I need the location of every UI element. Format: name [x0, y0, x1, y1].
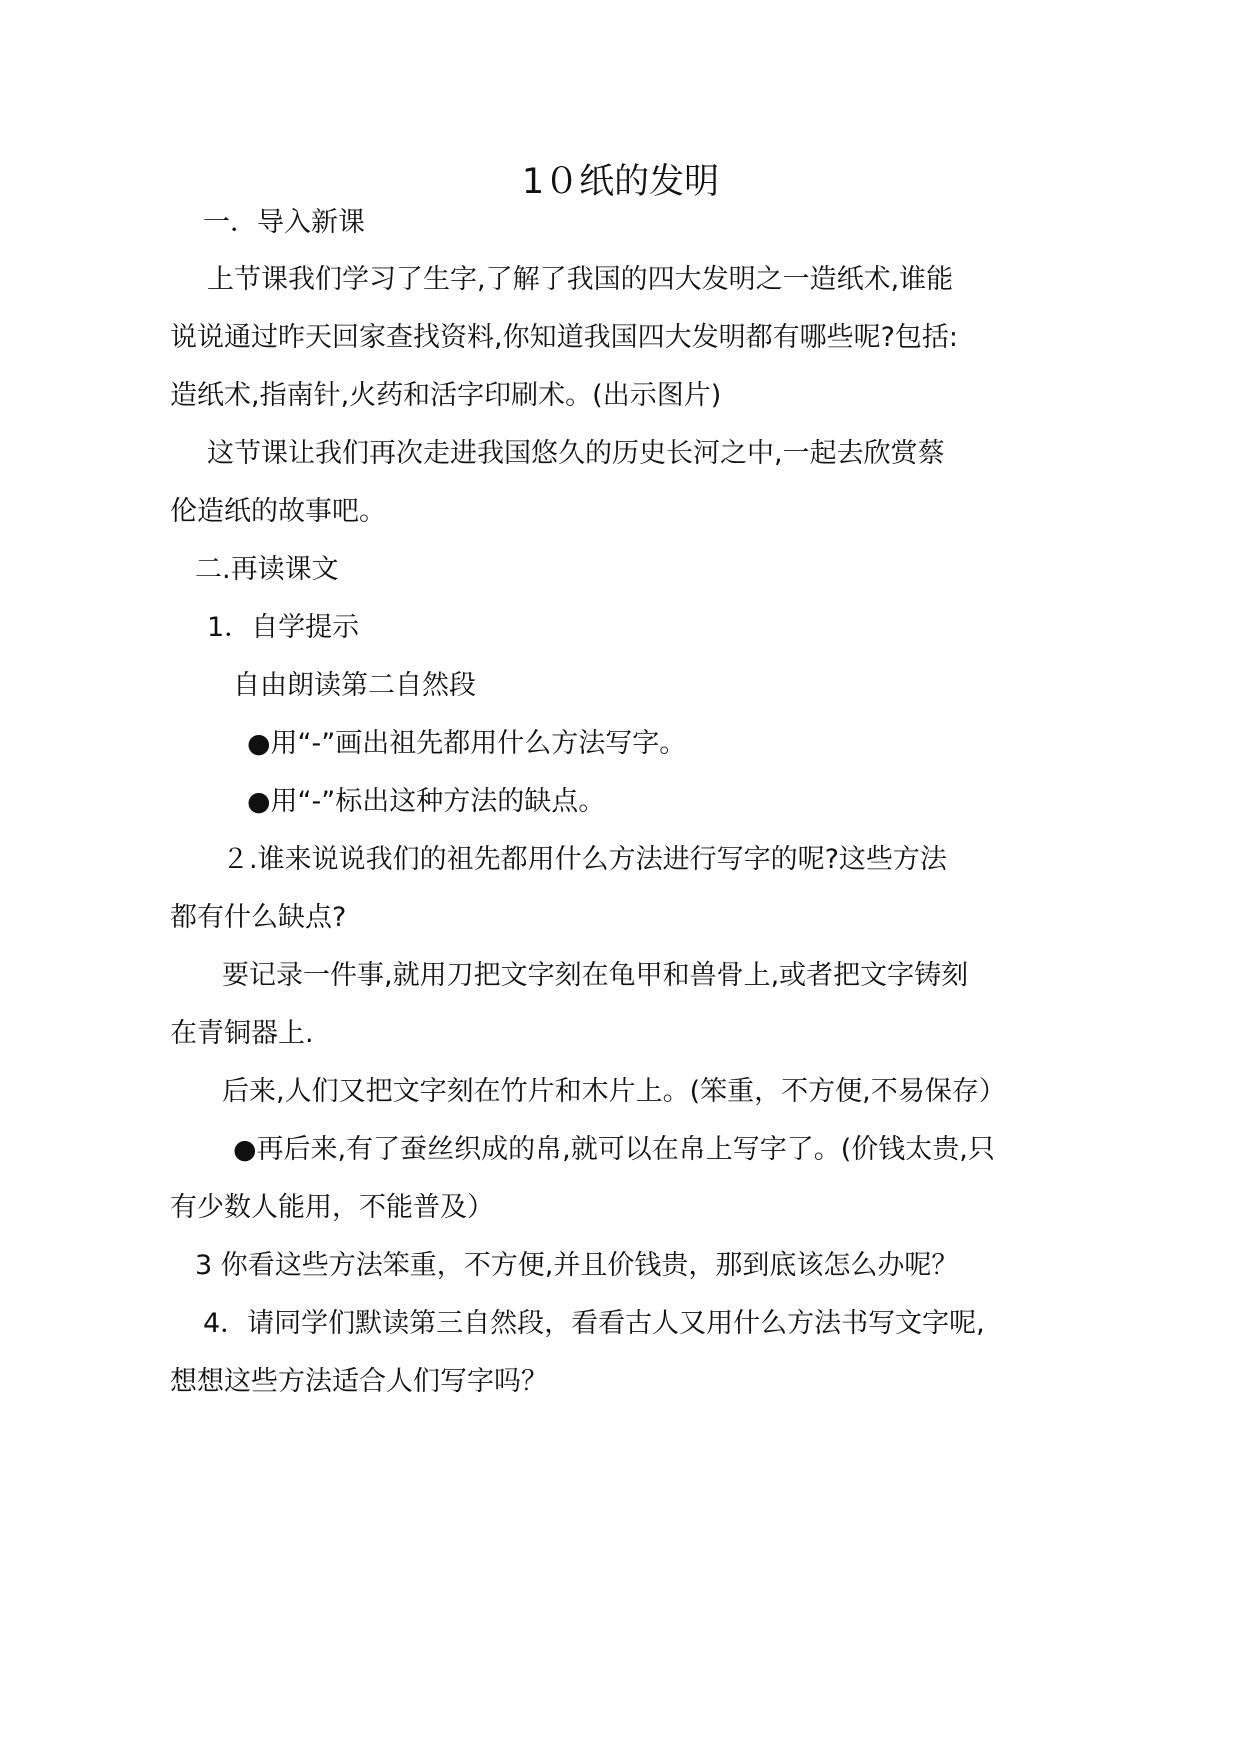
- paragraph-line: 说说通过昨天回家查找资料,你知道我国四大发明都有哪些呢?包括:: [170, 322, 959, 353]
- paragraph-line: 4．请同学们默读第三自然段，看看古人又用什么方法书写文字呢,: [203, 1308, 985, 1339]
- paragraph-line: 上节课我们学习了生字,了解了我国的四大发明之一造纸术,谁能: [207, 264, 954, 295]
- section-heading-intro: 一．导入新课: [203, 207, 365, 238]
- paragraph-line: 3 你看这些方法笨重，不方便,并且价钱贵，那到底该怎么办呢？: [195, 1250, 959, 1281]
- paragraph-line: ２.谁来说说我们的祖先都用什么方法进行写字的呢?这些方法: [222, 844, 947, 875]
- bullet-item: ●用“-”标出这种方法的缺点。: [247, 786, 606, 817]
- paragraph-line: 伦造纸的故事吧。: [170, 496, 386, 527]
- bullet-item: ●用“-”画出祖先都用什么方法写字。: [247, 728, 687, 759]
- document-title: 1０纸的发明: [521, 162, 720, 202]
- paragraph-line: 都有什么缺点?: [170, 902, 347, 933]
- paragraph-line: 在青铜器上.: [170, 1018, 314, 1049]
- paragraph-line: 要记录一件事,就用刀把文字刻在龟甲和兽骨上,或者把文字铸刻: [222, 960, 969, 991]
- paragraph-line: 造纸术,指南针,火药和活字印刷术。(出示图片): [170, 380, 722, 411]
- paragraph-line: 想想这些方法适合人们写字吗？: [170, 1366, 548, 1397]
- list-item: 1．自学提示: [207, 612, 360, 643]
- paragraph-line: 这节课让我们再次走进我国悠久的历史长河之中,一起去欣赏蔡: [207, 438, 945, 469]
- bullet-item: ●再后来,有了蚕丝织成的帛,就可以在帛上写字了。(价钱太贵,只: [233, 1134, 995, 1165]
- section-heading-reread: 二.再读课文: [195, 554, 339, 585]
- paragraph-line: 自由朗读第二自然段: [233, 670, 476, 701]
- paragraph-line: 后来,人们又把文字刻在竹片和木片上。(笨重，不方便,不易保存）: [222, 1076, 1006, 1107]
- paragraph-line: 有少数人能用，不能普及）: [170, 1192, 494, 1223]
